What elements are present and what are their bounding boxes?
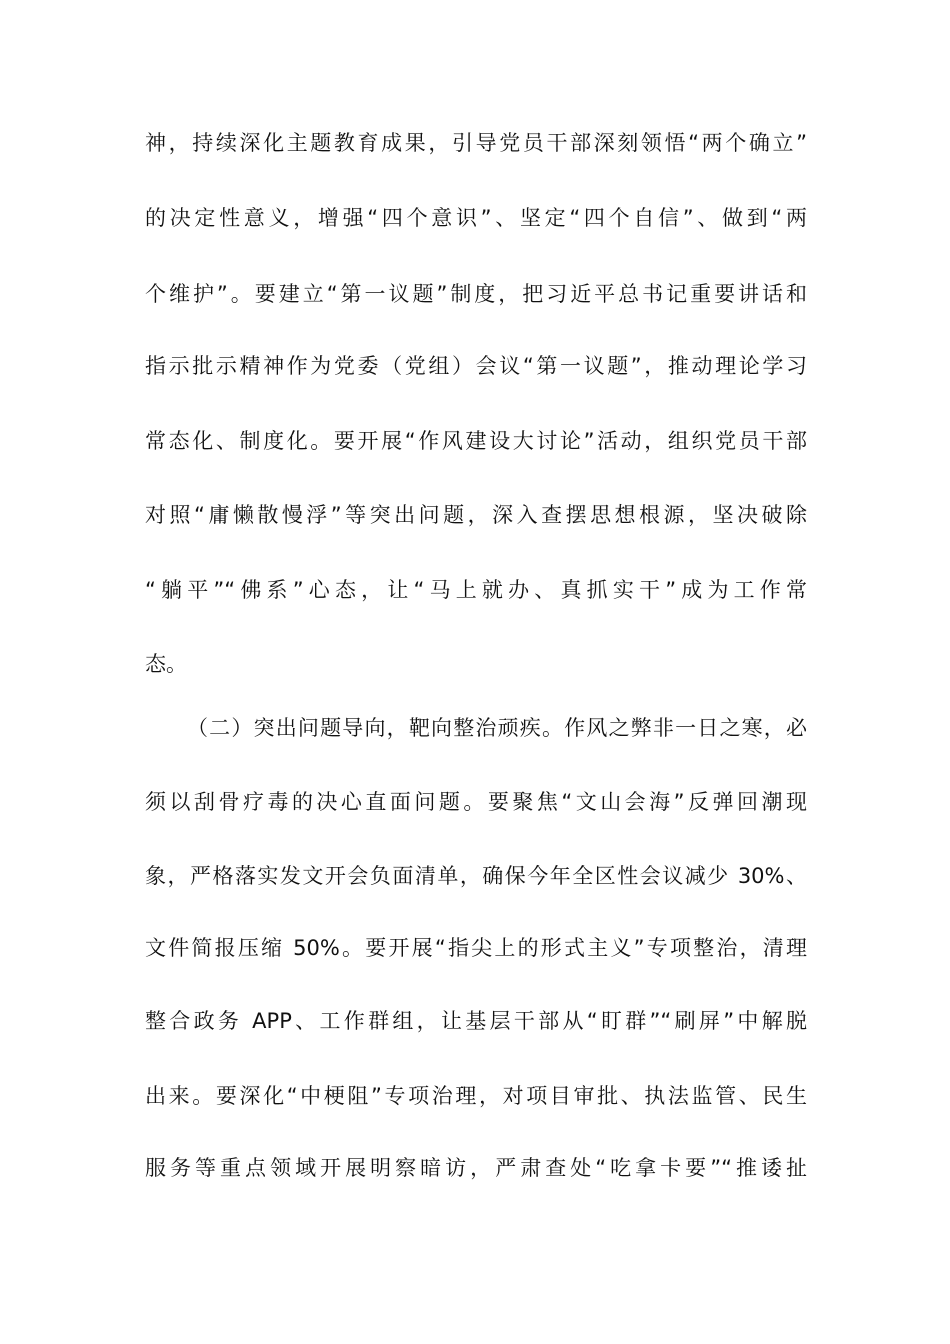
- paragraph-line: “躺平”“佛系”心态，让“马上就办、真抓实干”成为工作常: [145, 578, 807, 602]
- paragraph-line: 常态化、制度化。要开展“作风建设大讨论”活动，组织党员干部: [145, 429, 807, 453]
- paragraph-line: 个维护”。要建立“第一议题”制度，把习近平总书记重要讲话和: [145, 282, 807, 306]
- paragraph-line: 服务等重点领域开展明察暗访，严肃查处“吃拿卡要”“推诿扯: [145, 1156, 807, 1180]
- paragraph-line: 出来。要深化“中梗阻”专项治理，对项目审批、执法监管、民生: [145, 1084, 807, 1108]
- section-heading-line: （二）突出问题导向，靶向整治顽疾。作风之弊非一日之寒，必: [187, 716, 807, 740]
- paragraph-line: 须以刮骨疗毒的决心直面问题。要聚焦“文山会海”反弹回潮现: [145, 790, 807, 814]
- paragraph-line: 指示批示精神作为党委（党组）会议“第一议题”，推动理论学习: [145, 354, 807, 378]
- paragraph-line: 象，严格落实发文开会负面清单，确保今年全区性会议减少 30%、: [145, 864, 807, 888]
- paragraph-line-end: 态。: [145, 652, 187, 676]
- paragraph-line: 整合政务 APP、工作群组，让基层干部从“盯群”“刷屏”中解脱: [145, 1009, 807, 1033]
- paragraph-line: 的决定性意义，增强“四个意识”、坚定“四个自信”、做到“两: [145, 206, 807, 230]
- paragraph-line: 文件简报压缩 50%。要开展“指尖上的形式主义”专项整治，清理: [145, 936, 807, 960]
- paragraph-line: 对照“庸懒散慢浮”等突出问题，深入查摆思想根源，坚决破除: [145, 503, 807, 527]
- paragraph-line: 神，持续深化主题教育成果，引导党员干部深刻领悟“两个确立”: [145, 131, 807, 155]
